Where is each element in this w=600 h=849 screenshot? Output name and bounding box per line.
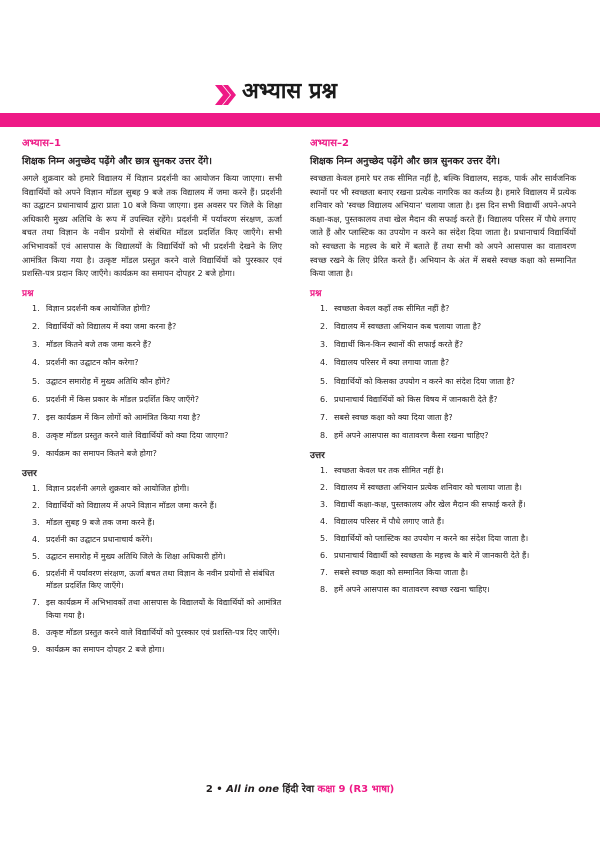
question-item bbox=[22, 339, 282, 351]
answer-text: हमें अपने आसपास का वातावरण स्वच्छ रखना चाहिए। bbox=[334, 584, 490, 594]
exercise-1-questions-heading: प्रश्न bbox=[22, 288, 34, 299]
answer-item bbox=[310, 482, 576, 494]
question-item bbox=[310, 412, 576, 424]
question-item bbox=[310, 357, 576, 369]
question-number: 8. bbox=[320, 431, 328, 441]
question-number: 3. bbox=[32, 340, 40, 350]
answer-text: प्रधानाचार्य विद्यार्थी को स्वच्छता के महत्त्व के बारे में जानकारी देते हैं। bbox=[334, 550, 530, 560]
answer-item bbox=[22, 551, 282, 563]
exercise-1-column bbox=[22, 136, 282, 661]
question-number: 2. bbox=[320, 321, 328, 331]
question-text: विज्ञान प्रदर्शनी कब आयोजित होगी? bbox=[46, 303, 151, 313]
answer-number: 8. bbox=[32, 627, 40, 637]
answer-number: 3. bbox=[320, 499, 328, 509]
answer-item bbox=[22, 627, 282, 639]
question-item bbox=[22, 303, 282, 315]
answer-number: 2. bbox=[320, 482, 328, 492]
question-number: 2. bbox=[32, 321, 40, 331]
question-text: इस कार्यक्रम में किन लोगों को आमंत्रित किया गया है? bbox=[46, 412, 201, 422]
question-number: 6. bbox=[320, 394, 328, 404]
question-item bbox=[22, 448, 282, 460]
answer-item bbox=[22, 500, 282, 512]
answer-text: प्रदर्शनी में पर्यावरण संरक्षण, ऊर्जा बचत तथा विज्ञान के नवीन प्रयोगों से संबंधित मॉडल प्रदर्शित किए जाएँगे। bbox=[46, 568, 275, 591]
question-item bbox=[22, 376, 282, 388]
question-text: स्वच्छता केवल कहाँ तक सीमित नहीं है? bbox=[334, 303, 450, 313]
question-text: मॉडल कितने बजे तक जमा करने हैं? bbox=[46, 340, 152, 350]
question-number: 5. bbox=[320, 376, 328, 386]
question-number: 4. bbox=[32, 358, 40, 368]
question-number: 5. bbox=[32, 376, 40, 386]
answer-item bbox=[310, 567, 576, 579]
page-number: 2 bbox=[205, 784, 213, 795]
answer-number: 2. bbox=[32, 500, 40, 510]
answer-text: विद्यार्थियों को विद्यालय में अपने विज्ञान मॉडल जमा करने हैं। bbox=[46, 500, 217, 510]
question-text: विद्यालय में स्वच्छता अभियान कब चलाया जाता है? bbox=[334, 321, 482, 331]
question-text: हमें अपने आसपास का वातावरण कैसा रखना चाहिए? bbox=[334, 431, 489, 441]
question-text: विद्यार्थियों को विद्यालय में क्या जमा करना है? bbox=[46, 321, 177, 331]
answer-text: विद्यार्थी कक्षा-कक्ष, पुस्तकालय और खेल मैदान की सफाई करते हैं। bbox=[334, 499, 526, 509]
answer-text: विद्यालय में स्वच्छता अभियान प्रत्येक शनिवार को चलाया जाता है। bbox=[334, 482, 522, 492]
question-item bbox=[310, 339, 576, 351]
question-item bbox=[22, 412, 282, 424]
question-number: 6. bbox=[32, 394, 40, 404]
question-number: 9. bbox=[32, 449, 40, 459]
question-number: 1. bbox=[32, 303, 40, 313]
answer-text: इस कार्यक्रम में अभिभावकों तथा आसपास के विद्यालयों के विद्यार्थियों को आमंत्रित किया गया है। bbox=[46, 598, 282, 620]
question-number: 3. bbox=[320, 340, 328, 350]
answer-number: 7. bbox=[320, 567, 328, 577]
question-text: विद्यार्थी किन-किन स्थानों की सफाई करते हैं? bbox=[334, 340, 464, 350]
answer-item bbox=[310, 550, 576, 562]
double-chevron-right-icon bbox=[213, 82, 239, 108]
question-item bbox=[22, 357, 282, 369]
question-number: 7. bbox=[32, 412, 40, 422]
exercise-2-passage: स्वच्छता केवल हमारे घर तक सीमित नहीं है, बल्कि विद्यालय, सड़क, पार्क और सार्वजनिक स्थानों पर भी स्वच्छता बनाए रखना प्रत्येक नागरिक का कर्तव्य है। हमारे विद्यालय में प्रत्येक शनिवार को 'स्वच्छ विद्यालय अभियान' चलाया जाता है। इस दिन सभी विद्यार्थी अपने-अपने कक्षा-कक्ष, पुस्तकालय तथा खेल मैदान की सफाई करते हैं। विद्यालय परिसर में पौधे लगाए जाते हैं और प्लास्टिक का उपयोग न करने का संदेश दिया जाता है। प्रधानाचार्य विद्यार्थियों को स्वच्छता के महत्त्व के बारे में बताते हैं तथा सभी को अपने आसपास का वातावरण स्वच्छ रखने के लिए प्रेरित करते हैं। अभियान के अंत में सबसे स्वच्छ कक्षा को सम्मानित किया जाता है। bbox=[310, 173, 576, 279]
exercise-2-answers bbox=[310, 465, 576, 596]
answer-number: 7. bbox=[32, 598, 40, 608]
answer-item bbox=[22, 644, 282, 656]
answer-text: उत्कृष्ट मॉडल प्रस्तुत करने वाले विद्यार्थियों को पुरस्कार एवं प्रशस्ति-पत्र दिए जाएँगे। bbox=[46, 627, 280, 637]
answer-item bbox=[310, 499, 576, 511]
answer-text: कार्यक्रम का समापन दोपहर 2 बजे होगा। bbox=[46, 644, 165, 654]
question-item bbox=[310, 321, 576, 333]
question-number: 8. bbox=[32, 431, 40, 441]
exercise-1-answers bbox=[22, 483, 282, 656]
exercise-1-instruction: शिक्षक निम्न अनुच्छेद पढ़ेंगे और छात्र सुनकर उत्तर देंगे। bbox=[22, 156, 213, 167]
answer-number: 8. bbox=[320, 584, 328, 594]
question-item bbox=[22, 321, 282, 333]
answer-number: 3. bbox=[32, 517, 40, 527]
question-item bbox=[310, 394, 576, 406]
answer-item bbox=[310, 516, 576, 528]
answer-number: 4. bbox=[32, 534, 40, 544]
brand-logo-text: All in one bbox=[226, 784, 280, 795]
question-item bbox=[22, 430, 282, 442]
question-text: कार्यक्रम का समापन कितने बजे होगा? bbox=[46, 449, 157, 459]
answer-item bbox=[310, 465, 576, 477]
exercise-1-label: अभ्यास–1 bbox=[22, 138, 61, 149]
answer-item bbox=[310, 584, 576, 596]
question-item bbox=[310, 303, 576, 315]
question-text: प्रदर्शनी का उद्घाटन कौन करेगा? bbox=[46, 358, 139, 368]
answer-item bbox=[310, 533, 576, 545]
answer-text: प्रदर्शनी का उद्घाटन प्रधानाचार्य करेंगे। bbox=[46, 534, 153, 544]
answer-number: 4. bbox=[320, 516, 328, 526]
question-text: प्रधानाचार्य विद्यार्थियों को किस विषय में जानकारी देते हैं? bbox=[334, 394, 498, 404]
question-text: प्रदर्शनी में किस प्रकार के मॉडल प्रदर्शित किए जाएँगे? bbox=[46, 394, 199, 404]
question-text: उद्घाटन समारोह में मुख्य अतिथि कौन होंगे? bbox=[46, 376, 171, 386]
exercise-2-label: अभ्यास–2 bbox=[310, 138, 349, 149]
answer-item bbox=[22, 534, 282, 546]
question-text: उत्कृष्ट मॉडल प्रस्तुत करने वाले विद्यार्थियों को क्या दिया जाएगा? bbox=[46, 431, 229, 441]
exercise-1-answers-heading: उत्तर bbox=[22, 468, 37, 479]
answer-text: विद्यार्थियों को प्लास्टिक का उपयोग न करने का संदेश दिया जाता है। bbox=[334, 533, 529, 543]
question-number: 7. bbox=[320, 412, 328, 422]
question-item bbox=[310, 430, 576, 442]
answer-item bbox=[22, 517, 282, 529]
question-number: 1. bbox=[320, 303, 328, 313]
page-title: अभ्यास प्रश्न bbox=[242, 79, 338, 104]
footer-subject: हिंदी रेवा bbox=[282, 784, 315, 795]
answer-item bbox=[22, 483, 282, 495]
title-underline-bar bbox=[0, 113, 600, 127]
question-item bbox=[310, 376, 576, 388]
answer-text: सबसे स्वच्छ कक्षा को सम्मानित किया जाता है। bbox=[334, 567, 469, 577]
answer-number: 5. bbox=[32, 551, 40, 561]
answer-number: 9. bbox=[32, 644, 40, 654]
exercise-2-instruction: शिक्षक निम्न अनुच्छेद पढ़ेंगे और छात्र सुनकर उत्तर देंगे। bbox=[310, 156, 501, 167]
exercise-2-answers-heading: उत्तर bbox=[310, 450, 325, 461]
answer-number: 5. bbox=[320, 533, 328, 543]
answer-text: उद्घाटन समारोह में मुख्य अतिथि जिले के शिक्षा अधिकारी होंगे। bbox=[46, 551, 226, 561]
answer-text: मॉडल सुबह 9 बजे तक जमा करने हैं। bbox=[46, 517, 155, 527]
question-item bbox=[22, 394, 282, 406]
question-text: विद्यार्थियों को किसका उपयोग न करने का संदेश दिया जाता है? bbox=[334, 376, 515, 386]
answer-item bbox=[22, 597, 282, 622]
answer-text: विद्यालय परिसर में पौधे लगाए जाते हैं। bbox=[334, 516, 445, 526]
question-number: 4. bbox=[320, 358, 328, 368]
answer-text: स्वच्छता केवल घर तक सीमित नहीं है। bbox=[334, 465, 444, 475]
question-text: सबसे स्वच्छ कक्षा को क्या दिया जाता है? bbox=[334, 412, 453, 422]
answer-number: 1. bbox=[32, 483, 40, 493]
page-footer bbox=[0, 781, 600, 795]
exercise-2-column bbox=[310, 136, 576, 601]
page-title-row bbox=[0, 76, 600, 112]
answer-number: 1. bbox=[320, 465, 328, 475]
answer-number: 6. bbox=[32, 568, 40, 578]
exercise-1-passage: अगले शुक्रवार को हमारे विद्यालय में विज्ञान प्रदर्शनी का आयोजन किया जाएगा। सभी विद्यार्थियों को अपने विज्ञान मॉडल सुबह 9 बजे तक विद्यालय में जमा करने हैं। प्रदर्शनी का उद्घाटन प्रधानाचार्य द्वारा प्रातः 10 बजे किया जाएगा। इस अवसर पर जिले के शिक्षा अधिकारी मुख्य अतिथि के रूप में उपस्थित रहेंगे। प्रदर्शनी में पर्यावरण संरक्षण, ऊर्जा बचत तथा विज्ञान के नवीन प्रयोगों से संबंधित मॉडल प्रदर्शित किए जाएँगे। सभी अभिभावकों एवं आसपास के विद्यालयों के विद्यार्थियों को भी प्रदर्शनी देखने के लिए आमंत्रित किया गया है। उत्कृष्ट मॉडल प्रस्तुत करने वाले विद्यार्थियों को पुरस्कार एवं प्रशस्ति-पत्र प्रदान किए जाएँगे। कार्यक्रम का समापन दोपहर 2 बजे होगा। bbox=[22, 173, 282, 279]
exercise-1-questions bbox=[22, 303, 282, 461]
answer-item bbox=[22, 568, 282, 593]
footer-bullet: • bbox=[216, 784, 223, 795]
answer-number: 6. bbox=[320, 550, 328, 560]
exercise-2-questions bbox=[310, 303, 576, 443]
footer-class-label: कक्षा 9 (R3 भाषा) bbox=[317, 784, 395, 795]
question-text: विद्यालय परिसर में क्या लगाया जाता है? bbox=[334, 358, 450, 368]
answer-text: विज्ञान प्रदर्शनी अगले शुक्रवार को आयोजित होगी। bbox=[46, 483, 190, 493]
exercise-2-questions-heading: प्रश्न bbox=[310, 288, 322, 299]
